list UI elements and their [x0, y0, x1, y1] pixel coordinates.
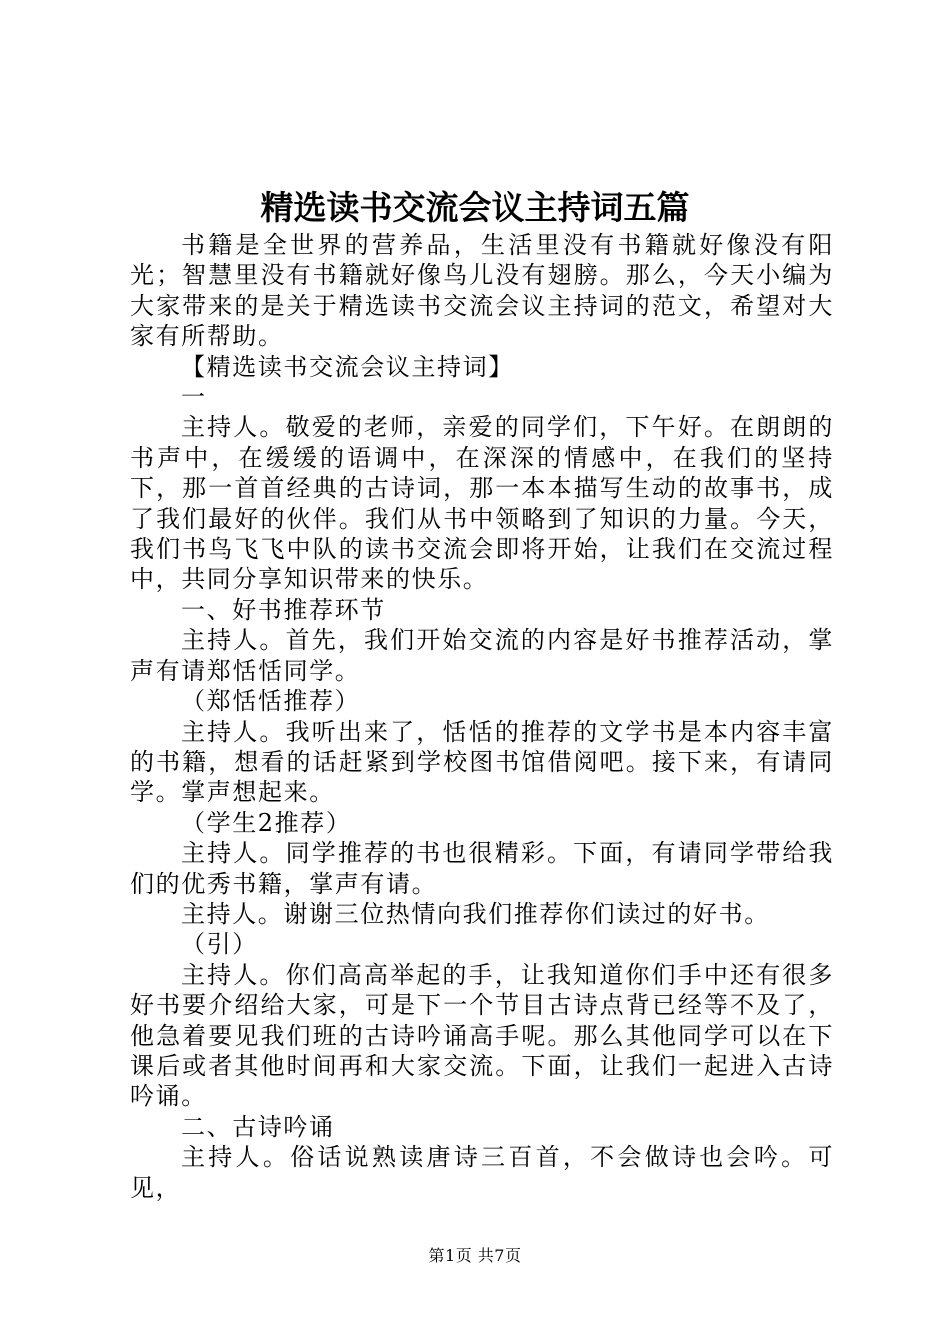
document-body — [130, 230, 834, 1203]
paragraph-host-third: 主持人。同学推荐的书也很精彩。下面，有请同学带给我们的优秀书籍，掌声有请。 — [130, 839, 834, 898]
paragraph-host-transition: 主持人。你们高高举起的手，让我知道你们手中还有很多好书要介绍给大家，可是下一个节目古诗点背已经等不及了，他急着要见我们班的古诗吟诵高手呢。那么其他同学可以在下课后或者其他时间再和大家交流。下面，让我们一起进入古诗吟诵。 — [130, 960, 834, 1111]
paragraph-host-first: 主持人。首先，我们开始交流的内容是好书推荐活动，掌声有请郑恬恬同学。 — [130, 626, 834, 685]
document-title: 精选读书交流会议主持词五篇 — [260, 188, 690, 227]
paragraph-part-one-heading: 一、好书推荐环节 — [181, 595, 386, 624]
paragraph-part-two-heading: 二、古诗吟诵 — [181, 1112, 335, 1141]
page-footer: 第1页 共7页 — [428, 1246, 522, 1265]
paragraph-host-poetry: 主持人。俗话说熟读唐诗三百首，不会做诗也会吟。可见， — [130, 1143, 834, 1202]
paragraph-section-heading: 【精选读书交流会议主持词】 — [181, 352, 514, 381]
paragraph-host-thanks: 主持人。谢谢三位热情向我们推荐你们读过的好书。 — [181, 899, 770, 928]
paragraph-lead: （引） — [181, 930, 258, 959]
paragraph-zheng-recommend: （郑恬恬推荐） — [181, 687, 361, 716]
paragraph-host-opening: 主持人。敬爱的老师，亲爱的同学们，下午好。在朗朗的书声中，在缓缓的语调中，在深深的情感中，在我们的坚持下，那一首首经典的古诗词，那一本本描写生动的故事书，成了我们最好的伙伴。我们从书中领略到了知识的力量。今天，我们书鸟飞飞中队的读书交流会即将开始，让我们在交流过程中，共同分享知识带来的快乐。 — [130, 413, 834, 594]
paragraph-student2-recommend: （学生2推荐） — [181, 808, 352, 837]
paragraph-host-second: 主持人。我听出来了，恬恬的推荐的文学书是本内容丰富的书籍，想看的话赶紧到学校图书馆借阅吧。接下来，有请同学。掌声想起来。 — [130, 717, 834, 807]
paragraph-number-one: 一 — [181, 383, 207, 412]
paragraph-intro: 书籍是全世界的营养品，生活里没有书籍就好像没有阳光；智慧里没有书籍就好像鸟儿没有翅膀。那么，今天小编为大家带来的是关于精选读书交流会议主持词的范文，希望对大家有所帮助。 — [130, 231, 834, 351]
